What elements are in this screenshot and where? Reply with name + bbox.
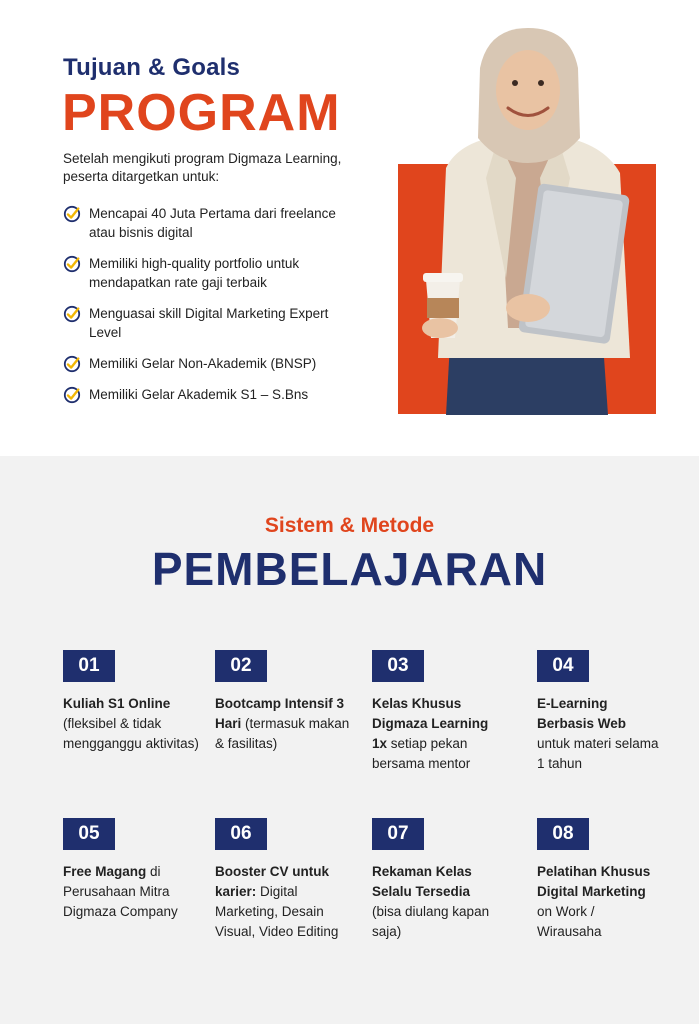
methods-subtitle: Sistem & Metode (264, 514, 435, 537)
method-number: 03 (372, 650, 424, 682)
method-card (372, 650, 507, 774)
method-card (215, 650, 355, 754)
method-detail: (fleksibel & tidak mengganggu aktivitas) (63, 716, 199, 751)
methods-title: PEMBELAJARAN (151, 543, 548, 595)
goal-item (63, 354, 363, 373)
method-detail: di Perusahaan Mitra Digmaza Company (63, 864, 178, 919)
method-text (372, 694, 507, 774)
goal-text: Memiliki Gelar Non-Akademik (BNSP) (89, 356, 317, 371)
method-highlight: E-Learning Berbasis Web (537, 696, 627, 731)
goal-item (63, 204, 363, 242)
method-highlight: Kelas Khusus Digmaza Learning 1x (372, 696, 489, 751)
method-number: 02 (215, 650, 267, 682)
method-detail: (bisa diulang kapan saja) (372, 904, 490, 939)
method-highlight: Free Magang (63, 864, 147, 879)
method-detail: Digital Marketing, Desain Visual, Video Editing (215, 884, 339, 939)
method-text (63, 694, 213, 754)
program-goals-section (0, 0, 699, 456)
goal-item (63, 385, 363, 404)
method-detail: (termasuk makan & fasilitas) (215, 716, 350, 751)
check-badge-icon (63, 305, 81, 323)
method-highlight: Booster CV untuk karier: (215, 864, 330, 899)
method-card (215, 818, 355, 942)
method-number: 04 (537, 650, 589, 682)
method-number: 05 (63, 818, 115, 850)
method-card (372, 818, 492, 942)
method-text (215, 694, 355, 754)
method-number: 06 (215, 818, 267, 850)
check-badge-icon (63, 205, 81, 223)
method-detail: on Work / Wirausaha (537, 904, 602, 939)
method-detail: untuk materi selama 1 tahun (537, 736, 659, 771)
woman-with-laptop-illustration (398, 28, 658, 415)
student-photo (398, 28, 658, 415)
method-text (63, 862, 183, 922)
method-detail: setiap pekan bersama mentor (372, 736, 471, 771)
goals-intro: Setelah mengikuti program Digmaza Learning, peserta ditargetkan untuk: (63, 151, 342, 184)
goal-item (63, 254, 363, 292)
method-text (372, 862, 492, 942)
goals-list (63, 204, 363, 416)
method-card (537, 650, 662, 774)
goals-subtitle: Tujuan & Goals (63, 54, 241, 81)
method-text (537, 694, 662, 774)
method-number: 08 (537, 818, 589, 850)
method-card (63, 650, 213, 754)
goal-text: Mencapai 40 Juta Pertama dari freelance atau bisnis digital (89, 206, 336, 240)
method-number: 07 (372, 818, 424, 850)
method-highlight: Pelatihan Khusus Digital Marketing (537, 864, 651, 899)
method-card (63, 818, 183, 922)
goal-text: Memiliki high-quality portfolio untuk mendapatkan rate gaji terbaik (89, 256, 300, 290)
method-number: 01 (63, 650, 115, 682)
goals-title: PROGRAM (62, 84, 341, 142)
method-highlight: Rekaman Kelas Selalu Tersedia (372, 864, 472, 899)
method-highlight: Kuliah S1 Online (63, 696, 171, 711)
learning-methods-section (0, 456, 699, 1024)
check-badge-icon (63, 386, 81, 404)
goal-text: Memiliki Gelar Akademik S1 – S.Bns (89, 387, 309, 402)
goal-item (63, 304, 363, 342)
method-card (537, 818, 662, 942)
check-badge-icon (63, 355, 81, 373)
check-badge-icon (63, 255, 81, 273)
method-highlight: Bootcamp Intensif 3 Hari (215, 696, 345, 731)
method-text (537, 862, 662, 942)
goal-text: Menguasai skill Digital Marketing Expert Level (89, 306, 329, 340)
method-text (215, 862, 355, 942)
